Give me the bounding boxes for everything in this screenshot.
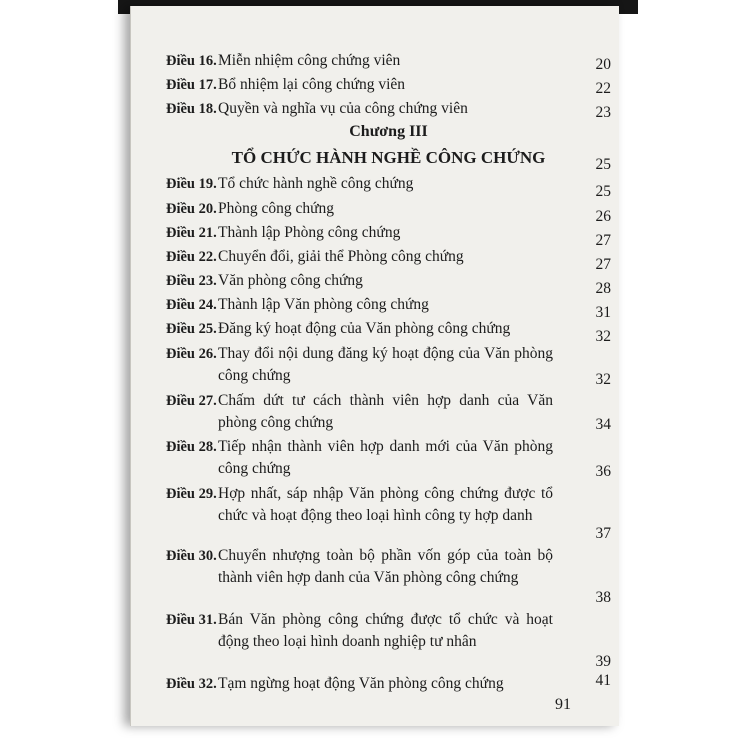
page-number: 25 <box>595 183 611 200</box>
article-label: Điều 30. <box>166 548 217 564</box>
page-number: 34 <box>595 416 611 433</box>
article-label: Điều 24. <box>166 297 217 313</box>
article-label: Điều 20. <box>166 201 217 217</box>
page-number: 27 <box>595 232 611 249</box>
page-number: 36 <box>595 463 611 480</box>
article-label: Điều 29. <box>166 486 217 502</box>
article-label: Điều 32. <box>166 676 217 692</box>
article-title: Văn phòng công chứng <box>218 272 363 289</box>
page-number: 22 <box>595 80 611 97</box>
article-label: Điều 22. <box>166 249 217 265</box>
article-title: Thành lập Phòng công chứng <box>218 224 401 241</box>
article-title: Bổ nhiệm lại công chứng viên <box>218 76 406 93</box>
article-label: Điều 18. <box>166 101 217 117</box>
book-page <box>130 6 619 726</box>
page-number: 28 <box>595 280 611 297</box>
article-title: Chuyển đổi, giải thể Phòng công chứng <box>218 248 464 265</box>
article-label: Điều 19. <box>166 176 217 192</box>
page-number: 37 <box>595 525 611 542</box>
article-title: Miễn nhiệm công chứng viên <box>218 52 401 69</box>
page-number: 23 <box>595 104 611 121</box>
page-number: 41 <box>595 672 611 689</box>
article-title: Chuyển nhượng toàn bộ phần vốn góp của toàn bộ thành viên hợp danh của Văn phòng công chứng <box>218 547 553 586</box>
article-title: Tổ chức hành nghề công chứng <box>218 175 414 192</box>
page-folio: 91 <box>555 696 571 713</box>
page-number: 26 <box>595 208 611 225</box>
chapter-number: Chương III <box>349 123 428 140</box>
page-number: 39 <box>595 653 611 670</box>
article-title: Phòng công chứng <box>218 200 335 217</box>
article-label: Điều 26. <box>166 346 217 362</box>
article-title: Chấm dứt tư cách thành viên hợp danh của Văn phòng công chứng <box>218 392 553 431</box>
article-label: Điều 17. <box>166 77 217 93</box>
article-title: Tiếp nhận thành viên hợp danh mới của Văn phòng công chứng <box>218 438 553 477</box>
article-label: Điều 25. <box>166 321 217 337</box>
chapter-title: TỔ CHỨC HÀNH NGHỀ CÔNG CHỨNG <box>231 148 546 167</box>
article-title: Quyền và nghĩa vụ của công chứng viên <box>218 100 468 117</box>
page-number: 32 <box>595 371 611 388</box>
page-number: 20 <box>595 56 611 73</box>
article-label: Điều 27. <box>166 393 217 409</box>
article-label: Điều 28. <box>166 439 217 455</box>
page-number: 25 <box>595 156 611 173</box>
article-title: Thay đổi nội dung đăng ký hoạt động của Văn phòng công chứng <box>218 345 553 384</box>
article-label: Điều 21. <box>166 225 217 241</box>
article-label: Điều 16. <box>166 53 217 69</box>
article-title: Hợp nhất, sáp nhập Văn phòng công chứng được tổ chức và hoạt động theo loại hình công ty hợp danh <box>218 485 553 524</box>
article-title: Đăng ký hoạt động của Văn phòng công chứng <box>218 320 511 337</box>
article-label: Điều 23. <box>166 273 217 289</box>
article-title: Tạm ngừng hoạt động Văn phòng công chứng <box>218 675 504 692</box>
article-title: Bán Văn phòng công chứng được tổ chức và hoạt động theo loại hình doanh nghiệp tư nhân <box>218 611 553 650</box>
page-number: 27 <box>595 256 611 273</box>
page-number: 38 <box>595 589 611 606</box>
article-title: Thành lập Văn phòng công chứng <box>218 296 429 313</box>
page-number: 31 <box>595 304 611 321</box>
article-label: Điều 31. <box>166 612 217 628</box>
page-number: 32 <box>595 328 611 345</box>
